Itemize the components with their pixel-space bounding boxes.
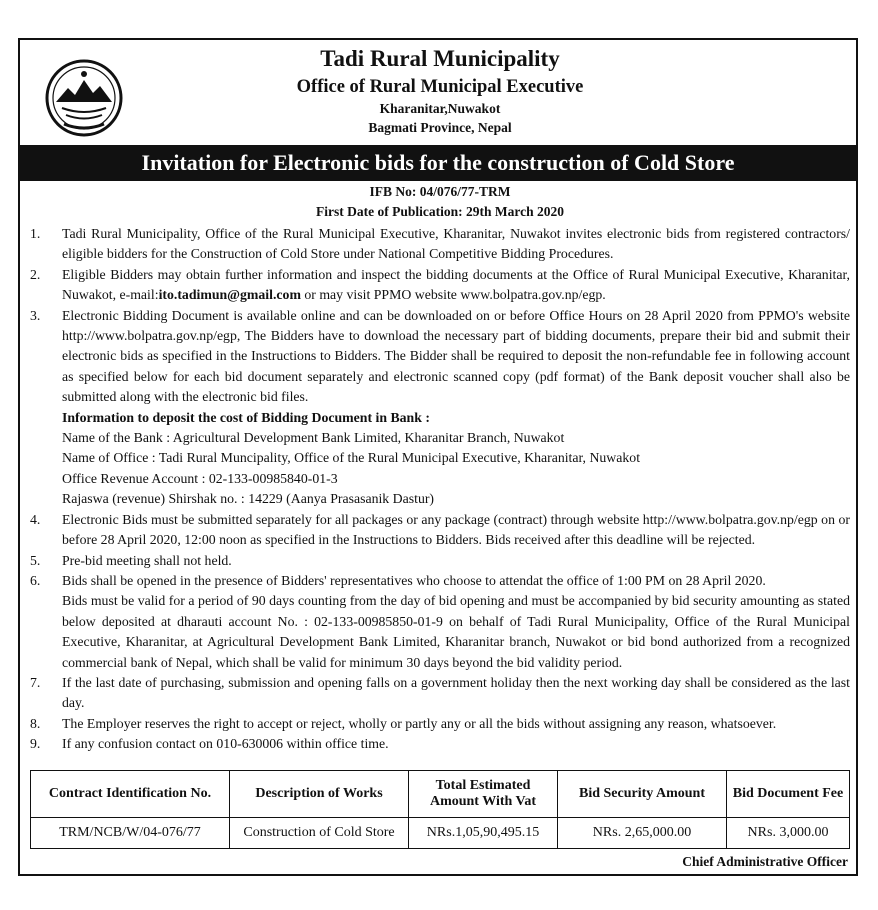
column-header: Bid Security Amount <box>558 771 727 818</box>
office-name: Office of Rural Municipal Executive <box>296 77 584 97</box>
bank-name: Name of the Bank : Agricultural Development Bank Limited, Kharanitar Branch, Nuwakot <box>62 430 565 446</box>
office-name-info: Name of Office : Tadi Rural Muncipality, Office of the Rural Municipal Executive, Kharanitar, Nuwakot <box>62 450 641 466</box>
list-item: 8. The Employer reserves the right to accept or reject, wholly or partly any or all the bids without assigning any reason, whatsoever. <box>30 715 777 731</box>
table-header-row <box>31 771 850 818</box>
email-link[interactable]: ito.tadimun@gmail.com <box>158 287 301 303</box>
list-item: 7. If the last date of purchasing, submission and opening falls on a government holiday then the next working day shall be considered as the last day. <box>30 674 850 711</box>
table-cell: NRs. 2,65,000.00 <box>558 818 727 849</box>
nepal-emblem-icon <box>44 58 124 138</box>
publication-date: First Date of Publication: 29th March 2020 <box>316 204 564 219</box>
column-header: Contract Identification No. <box>31 771 230 818</box>
revenue-account: Office Revenue Account : 02-133-00985840-01-3 <box>62 470 338 486</box>
column-header: Description of Works <box>230 771 409 818</box>
list-item: 5. Pre-bid meeting shall not held. <box>30 552 232 568</box>
table-cell: Construction of Cold Store <box>230 818 409 849</box>
list-item: 9. If any confusion contact on 010-630006 within office time. <box>30 736 389 752</box>
list-item: 3. Electronic Bidding Document is available online and can be downloaded on or before Office Hours on 28 April 2020 from PPMO's website http://www.bolpatra.gov.np/egp, The Bidders have to download the necessary part of bidding documents, prepare their bid and submit their electronic bids as specified in the Instructions to Bidders. The Bidder shall be required to deposit the non-refundable fee in following account as specified below for each bid document separately and electronic scanned copy (pdf format) of the Bank deposit voucher shall also be submitted along with the electronic bid files. <box>30 307 850 405</box>
table-cell: NRs.1,05,90,495.15 <box>409 818 558 849</box>
municipality-name: Tadi Rural Municipality <box>320 46 560 71</box>
bank-info-heading: Information to deposit the cost of Bidding Document in Bank : <box>62 409 430 425</box>
bid-validity-paragraph: Bids must be valid for a period of 90 days counting from the day of bid opening and must be accompanied by bid security amounting as stated below deposited at dharauti account No. : 02-133-00985850-01-9 on behalf of Tadi Rural Municipality, Office of the Rural Municipal Executive, Kharanitar, at Agricultural Development Bank Limited, Kharanitar branch, Nuwakot or bid bond authorized from a recognized commercial bank of Nepal, which shall be valid for minimum 30 days beyond the bid validity period. <box>62 593 850 670</box>
notice-body <box>30 224 850 755</box>
list-item: 2. Eligible Bidders may obtain further information and inspect the bidding documents at the Office of Rural Municipal Executive, Kharanitar, Nuwakot, e-mail:ito.tadimun@gmail.com or may visit PPMO website www.bolpatra.gov.np/egp. <box>30 266 850 303</box>
signature-title: Chief Administrative Officer <box>682 854 848 869</box>
address-line-1: Kharanitar,Nuwakot <box>379 101 501 116</box>
table-cell: TRM/NCB/W/04-076/77 <box>31 818 230 849</box>
column-header: Bid Document Fee <box>727 771 850 818</box>
notice-title-banner: Invitation for Electronic bids for the construction of Cold Store <box>20 145 856 181</box>
list-item: 1. Tadi Rural Municipality, Office of the Rural Municipal Executive, Kharanitar, Nuwakot invites electronic bids from registered contractors/ eligible bidders for the Construction of Cold Store under National Competitive Bidding Procedures. <box>30 226 850 262</box>
table-cell: NRs. 3,000.00 <box>727 818 850 849</box>
address-line-2: Bagmati Province, Nepal <box>368 120 512 135</box>
list-item: 6. Bids shall be opened in the presence of Bidders' representatives who choose to attendat the office of 1:00 PM on 28 April 2020. <box>30 572 766 588</box>
list-item: 4. Electronic Bids must be submitted separately for all packages or any package (contract) through website http://www.bolpatra.gov.np/egp on or before 28 April 2020, 12:00 noon as specified in the Instructions to Bidders. Bids received after this deadline will be rejected. <box>30 511 850 548</box>
bid-details-table <box>30 770 850 849</box>
rajaswa-shirshak: Rajaswa (revenue) Shirshak no. : 14229 (Aanya Prasasanik Dastur) <box>62 491 435 507</box>
column-header: Total Estimated Amount With Vat <box>409 771 558 818</box>
table-row <box>31 818 850 849</box>
ifb-number: IFB No: 04/076/77-TRM <box>369 184 511 199</box>
